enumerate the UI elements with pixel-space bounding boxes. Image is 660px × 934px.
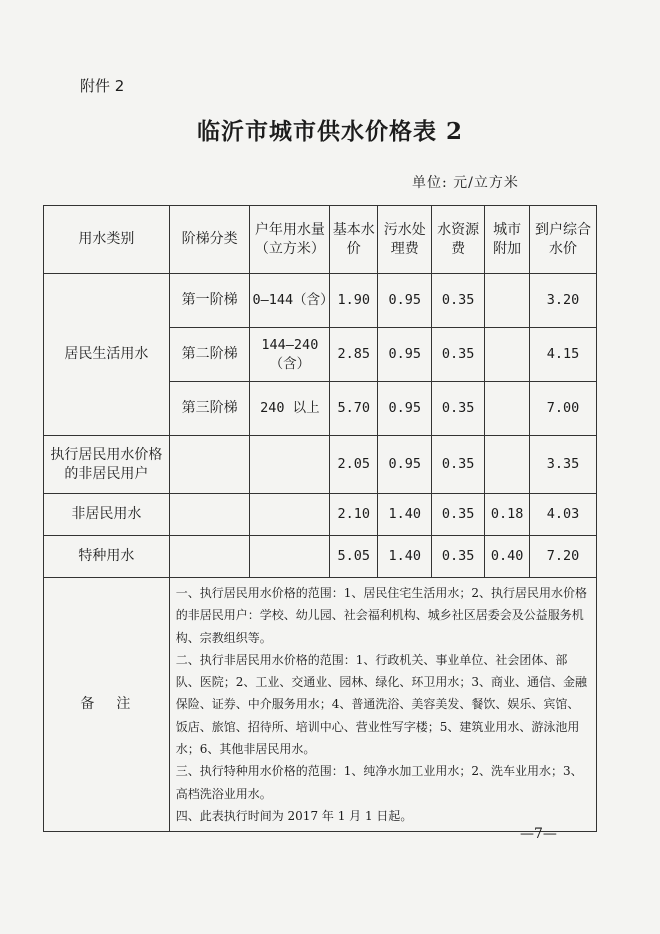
category-cell: 执行居民用水价格的非居民用户 [44,436,170,494]
table-row [44,536,597,578]
price-table [43,205,597,832]
sewage-fee-cell: 0.95 [378,328,432,382]
notes-row [44,578,597,832]
base-price-cell: 5.05 [330,536,378,578]
base-price-cell: 2.10 [330,494,378,536]
empty-cell [250,494,330,536]
tier-cell: 第一阶梯 [169,274,250,328]
note-item: 二、执行非居民用水价格的范围：1、行政机关、事业单位、社会团体、部队、医院；2、工业、交通业、园林、绿化、环卫用水；3、商业、通信、金融保险、证券、中介服务用水；4、普通洗浴、美容美发、餐饮、娱乐、宾馆、饭店、旅馆、招待所、培训中心、营业性写字楼；5、建筑业用水、游泳池用水；6、其他非居民用水。 [175,652,587,757]
header-total-price: 到户综合水价 [530,206,597,274]
surcharge-cell: 0.18 [485,494,530,536]
empty-cell [169,436,250,494]
volume-cell: 0—144（含） [250,274,330,328]
header-resource-fee: 水资源费 [432,206,485,274]
volume-cell: 144—240（含） [250,328,330,382]
header-volume: 户年用水量（立方米） [250,206,330,274]
total-price-cell: 7.20 [530,536,597,578]
page-title: 临沂市城市供水价格表 2 [196,118,463,145]
header-category: 用水类别 [44,206,170,274]
base-price-cell: 1.90 [330,274,378,328]
header-sewage-fee: 污水处理费 [378,206,432,274]
surcharge-cell [485,328,530,382]
base-price-cell: 2.05 [330,436,378,494]
resource-fee-cell: 0.35 [432,274,485,328]
tier-cell: 第三阶梯 [169,382,250,436]
empty-cell [250,436,330,494]
surcharge-cell [485,382,530,436]
resource-fee-cell: 0.35 [432,536,485,578]
header-tier: 阶梯分类 [169,206,250,274]
note-item: 四、此表执行时间为 2017 年 1 月 1 日起。 [175,808,413,823]
sewage-fee-cell: 1.40 [378,494,432,536]
total-price-cell: 4.15 [530,328,597,382]
note-item: 一、执行居民用水价格的范围：1、居民住宅生活用水；2、执行居民用水价格的非居民用户：学校、幼儿园、社会福利机构、城乡社区居委会及公益服务机构、宗教组织等。 [175,586,587,645]
empty-cell [169,494,250,536]
table-row [44,274,597,328]
table-row [44,494,597,536]
empty-cell [169,536,250,578]
resource-fee-cell: 0.35 [432,328,485,382]
empty-cell [250,536,330,578]
total-price-cell: 3.20 [530,274,597,328]
tier-cell: 第二阶梯 [169,328,250,382]
resident-category: 居民生活用水 [44,274,170,436]
total-price-cell: 4.03 [530,494,597,536]
sewage-fee-cell: 1.40 [378,536,432,578]
header-city-surcharge: 城市附加 [485,206,530,274]
sewage-fee-cell: 0.95 [378,382,432,436]
note-item: 三、执行特种用水价格的范围：1、纯净水加工业用水；2、洗车业用水；3、高档洗浴业用水。 [175,764,583,801]
total-price-cell: 7.00 [530,382,597,436]
base-price-cell: 2.85 [330,328,378,382]
volume-cell: 240 以上 [250,382,330,436]
category-cell: 特种用水 [44,536,170,578]
resource-fee-cell: 0.35 [432,436,485,494]
sewage-fee-cell: 0.95 [378,274,432,328]
header-row [44,206,597,274]
notes-label: 备注 [44,578,170,832]
resource-fee-cell: 0.35 [432,494,485,536]
unit-label: 单位: 元/立方米 [412,175,519,191]
base-price-cell: 5.70 [330,382,378,436]
resource-fee-cell: 0.35 [432,382,485,436]
table-row [44,436,597,494]
surcharge-cell: 0.40 [485,536,530,578]
total-price-cell: 3.35 [530,436,597,494]
attachment-label: 附件 2 [80,77,125,95]
header-base-price: 基本水价 [330,206,378,274]
surcharge-cell [485,274,530,328]
notes-content [169,578,596,832]
surcharge-cell [485,436,530,494]
page-number: —7— [520,826,557,842]
sewage-fee-cell: 0.95 [378,436,432,494]
category-cell: 非居民用水 [44,494,170,536]
